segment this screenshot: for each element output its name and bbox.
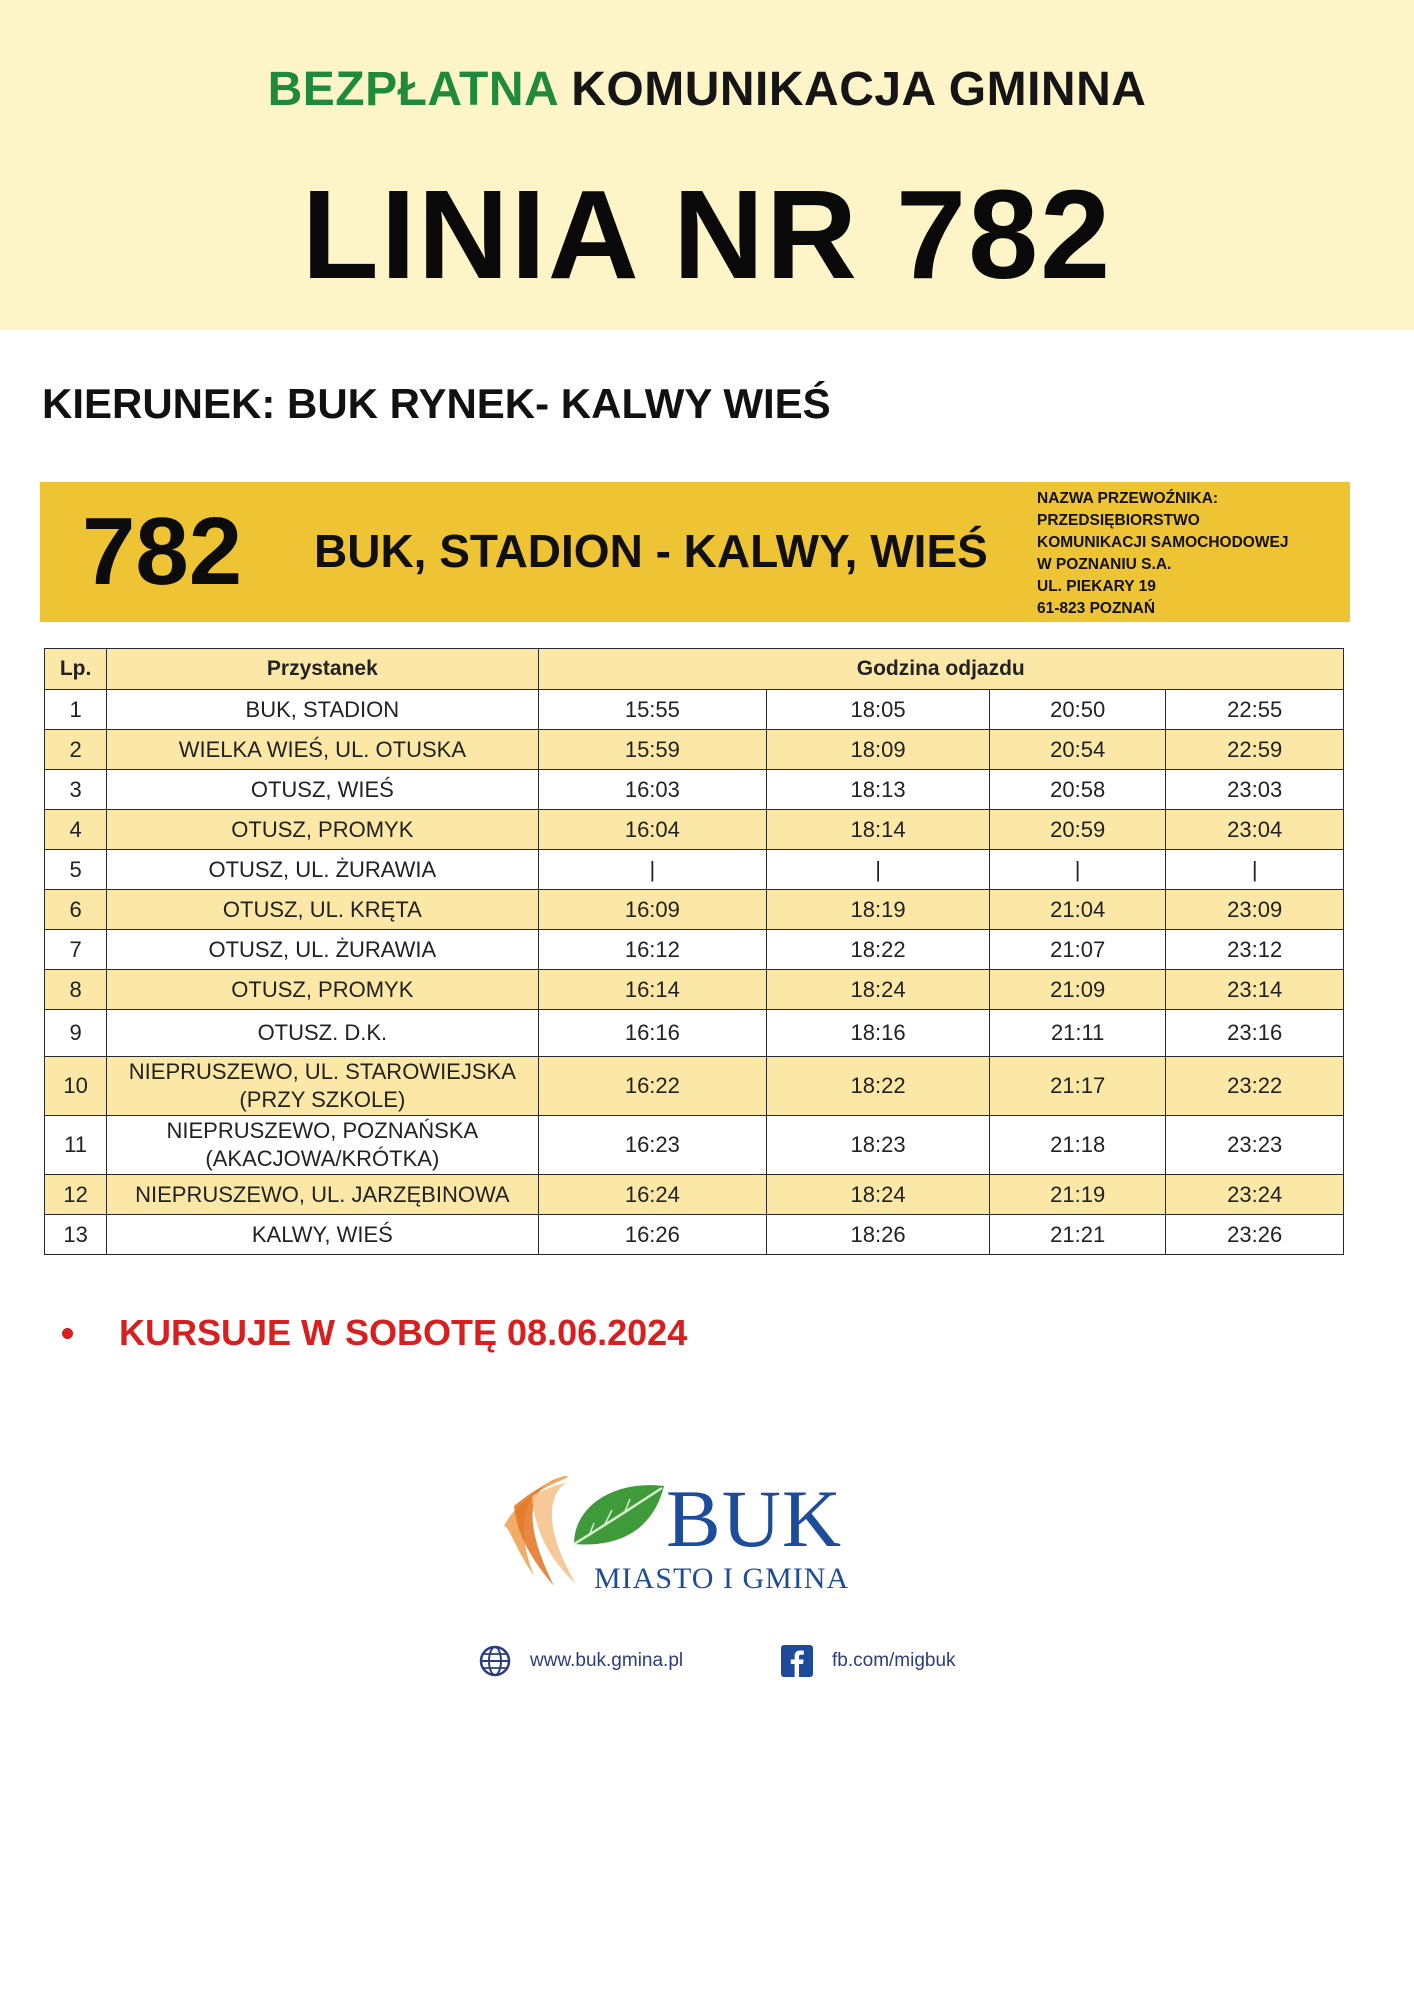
website-text: www.buk.gmina.pl [530,1650,684,1671]
table-row [45,770,1344,810]
cell-time: 23:09 [1166,890,1344,930]
route-bar [40,482,1350,622]
cell-time: 18:24 [767,1175,990,1215]
cell-time: 22:59 [1166,730,1344,770]
cell-time: 23:04 [1166,810,1344,850]
cell-no: 1 [45,690,107,730]
stop-name-detail: (AKACJOWA/KRÓTKA) [205,1146,440,1171]
cell-time: 16:16 [538,1010,767,1057]
carrier-line: W POZNANIU S.A. [1037,556,1172,573]
timetable [44,648,1344,1255]
cell-time: 23:22 [1166,1057,1344,1116]
cell-time: 18:16 [767,1010,990,1057]
logo-subtitle: MIASTO I GMINA [594,1562,850,1595]
cell-time: 18:13 [767,770,990,810]
stop-name: NIEPRUSZEWO, POZNAŃSKA [166,1118,479,1143]
cell-time: 16:04 [538,810,767,850]
cell-stop [107,970,538,1010]
cell-time: 23:14 [1166,970,1344,1010]
stop-name: OTUSZ, UL. ŻURAWIA [208,856,437,882]
cell-time: 20:50 [989,690,1166,730]
cell-time: 18:23 [767,1116,990,1175]
cell-stop [107,1175,538,1215]
cell-no: 7 [45,930,107,970]
stop-name: KALWY, WIEŚ [251,1221,393,1247]
cell-time: | [767,850,990,890]
cell-stop [107,890,538,930]
cell-time: 16:12 [538,930,767,970]
cell-time: 21:18 [989,1116,1166,1175]
table-row [45,1010,1344,1057]
cell-time: 15:55 [538,690,767,730]
cell-time: 16:24 [538,1175,767,1215]
cell-time: 18:24 [767,970,990,1010]
facebook-link[interactable] [780,1644,956,1678]
cell-time: 18:05 [767,690,990,730]
cell-no: 11 [45,1116,107,1175]
direction-label: KIERUNEK: BUK RYNEK- KALWY WIEŚ [42,380,831,427]
cell-time: 23:24 [1166,1175,1344,1215]
cell-stop [107,770,538,810]
cell-time: 15:59 [538,730,767,770]
carrier-line: NAZWA PRZEWOŹNIKA: [1037,490,1219,507]
cell-no: 9 [45,1010,107,1057]
cell-time: 23:03 [1166,770,1344,810]
cell-time: 18:22 [767,1057,990,1116]
stop-name: OTUSZ, UL. KRĘTA [222,896,422,922]
table-row [45,810,1344,850]
cell-time: 21:04 [989,890,1166,930]
cell-no: 12 [45,1175,107,1215]
header-title [0,62,1414,117]
cell-time: 23:12 [1166,930,1344,970]
cell-stop [107,1116,538,1175]
cell-time: 18:14 [767,810,990,850]
cell-time: 16:26 [538,1215,767,1255]
service-note [62,1312,687,1354]
cell-stop [107,690,538,730]
route-number: 782 [82,498,243,605]
cell-stop [107,1010,538,1057]
cell-stop [107,1215,538,1255]
table-row [45,890,1344,930]
header-stop: Przystanek [107,649,538,690]
table-row [45,1116,1344,1175]
cell-time: 16:22 [538,1057,767,1116]
logo-name: BUK [666,1473,843,1564]
header-title-free: BEZPŁATNA [267,63,558,116]
cell-time: 22:55 [1166,690,1344,730]
carrier-line: KOMUNIKACJI SAMOCHODOWEJ [1037,534,1289,551]
carrier-line: PRZEDSIĘBIORSTWO [1037,512,1200,529]
cell-no: 5 [45,850,107,890]
table-row [45,1057,1344,1116]
table-row [45,1175,1344,1215]
website-link[interactable] [478,1644,683,1678]
service-note-text: KURSUJE W SOBOTĘ 08.06.2024 [119,1312,688,1353]
cell-time: 23:16 [1166,1010,1344,1057]
stop-name-detail: (PRZY SZKOLE) [239,1087,406,1112]
cell-time: 18:19 [767,890,990,930]
cell-time: 20:54 [989,730,1166,770]
carrier-line: UL. PIEKARY 19 [1037,578,1156,595]
cell-stop [107,810,538,850]
carrier-line: 61-823 POZNAŃ [1037,600,1156,617]
header-no: Lp. [45,649,107,690]
cell-time: 21:11 [989,1010,1166,1057]
cell-time: 21:07 [989,930,1166,970]
cell-time: 21:19 [989,1175,1166,1215]
stop-name: OTUSZ, WIEŚ [250,776,394,802]
cell-stop [107,930,538,970]
cell-no: 8 [45,970,107,1010]
stop-name: OTUSZ. D.K. [257,1020,388,1045]
line-title: LINIA NR 782 [301,164,1113,305]
timetable-header-row [45,649,1344,690]
cell-stop [107,1057,538,1116]
table-row [45,930,1344,970]
cell-time: 18:26 [767,1215,990,1255]
stop-name: NIEPRUSZEWO, UL. JARZĘBINOWA [135,1181,510,1207]
cell-time: 16:09 [538,890,767,930]
cell-time: 23:26 [1166,1215,1344,1255]
cell-time: 20:58 [989,770,1166,810]
table-row [45,730,1344,770]
cell-no: 10 [45,1057,107,1116]
cell-time: | [989,850,1166,890]
cell-no: 3 [45,770,107,810]
stop-name: WIELKA WIEŚ, UL. OTUSKA [178,736,466,762]
cell-no: 13 [45,1215,107,1255]
cell-time: 21:17 [989,1057,1166,1116]
cell-time: | [1166,850,1344,890]
facebook-text: fb.com/migbuk [832,1650,956,1671]
header-departure: Godzina odjazdu [538,649,1343,690]
cell-time: 18:09 [767,730,990,770]
stop-name: OTUSZ, UL. ŻURAWIA [208,936,437,962]
carrier-info [1037,488,1337,620]
cell-time: | [538,850,767,890]
cell-no: 2 [45,730,107,770]
cell-stop [107,850,538,890]
cell-stop [107,730,538,770]
cell-time: 16:14 [538,970,767,1010]
stop-name: OTUSZ, PROMYK [231,976,414,1002]
cell-time: 16:03 [538,770,767,810]
stop-name: NIEPRUSZEWO, UL. STAROWIEJSKA [128,1059,516,1084]
cell-no: 6 [45,890,107,930]
cell-time: 23:23 [1166,1116,1344,1175]
cell-time: 21:21 [989,1215,1166,1255]
route-name: BUK, STADION - KALWY, WIEŚ [314,525,988,577]
cell-time: 21:09 [989,970,1166,1010]
cell-time: 18:22 [767,930,990,970]
table-row [45,970,1344,1010]
cell-no: 4 [45,810,107,850]
cell-time: 20:59 [989,810,1166,850]
globe-icon [478,1644,512,1678]
bullet-icon [62,1328,73,1339]
cell-time: 16:23 [538,1116,767,1175]
table-row [45,690,1344,730]
buk-logo [494,1466,894,1606]
facebook-icon [780,1644,814,1678]
stop-name: BUK, STADION [245,696,400,722]
table-row [45,1215,1344,1255]
stop-name: OTUSZ, PROMYK [231,816,414,842]
header-title-rest: KOMUNIKACJA GMINNA [571,63,1147,116]
table-row [45,850,1344,890]
